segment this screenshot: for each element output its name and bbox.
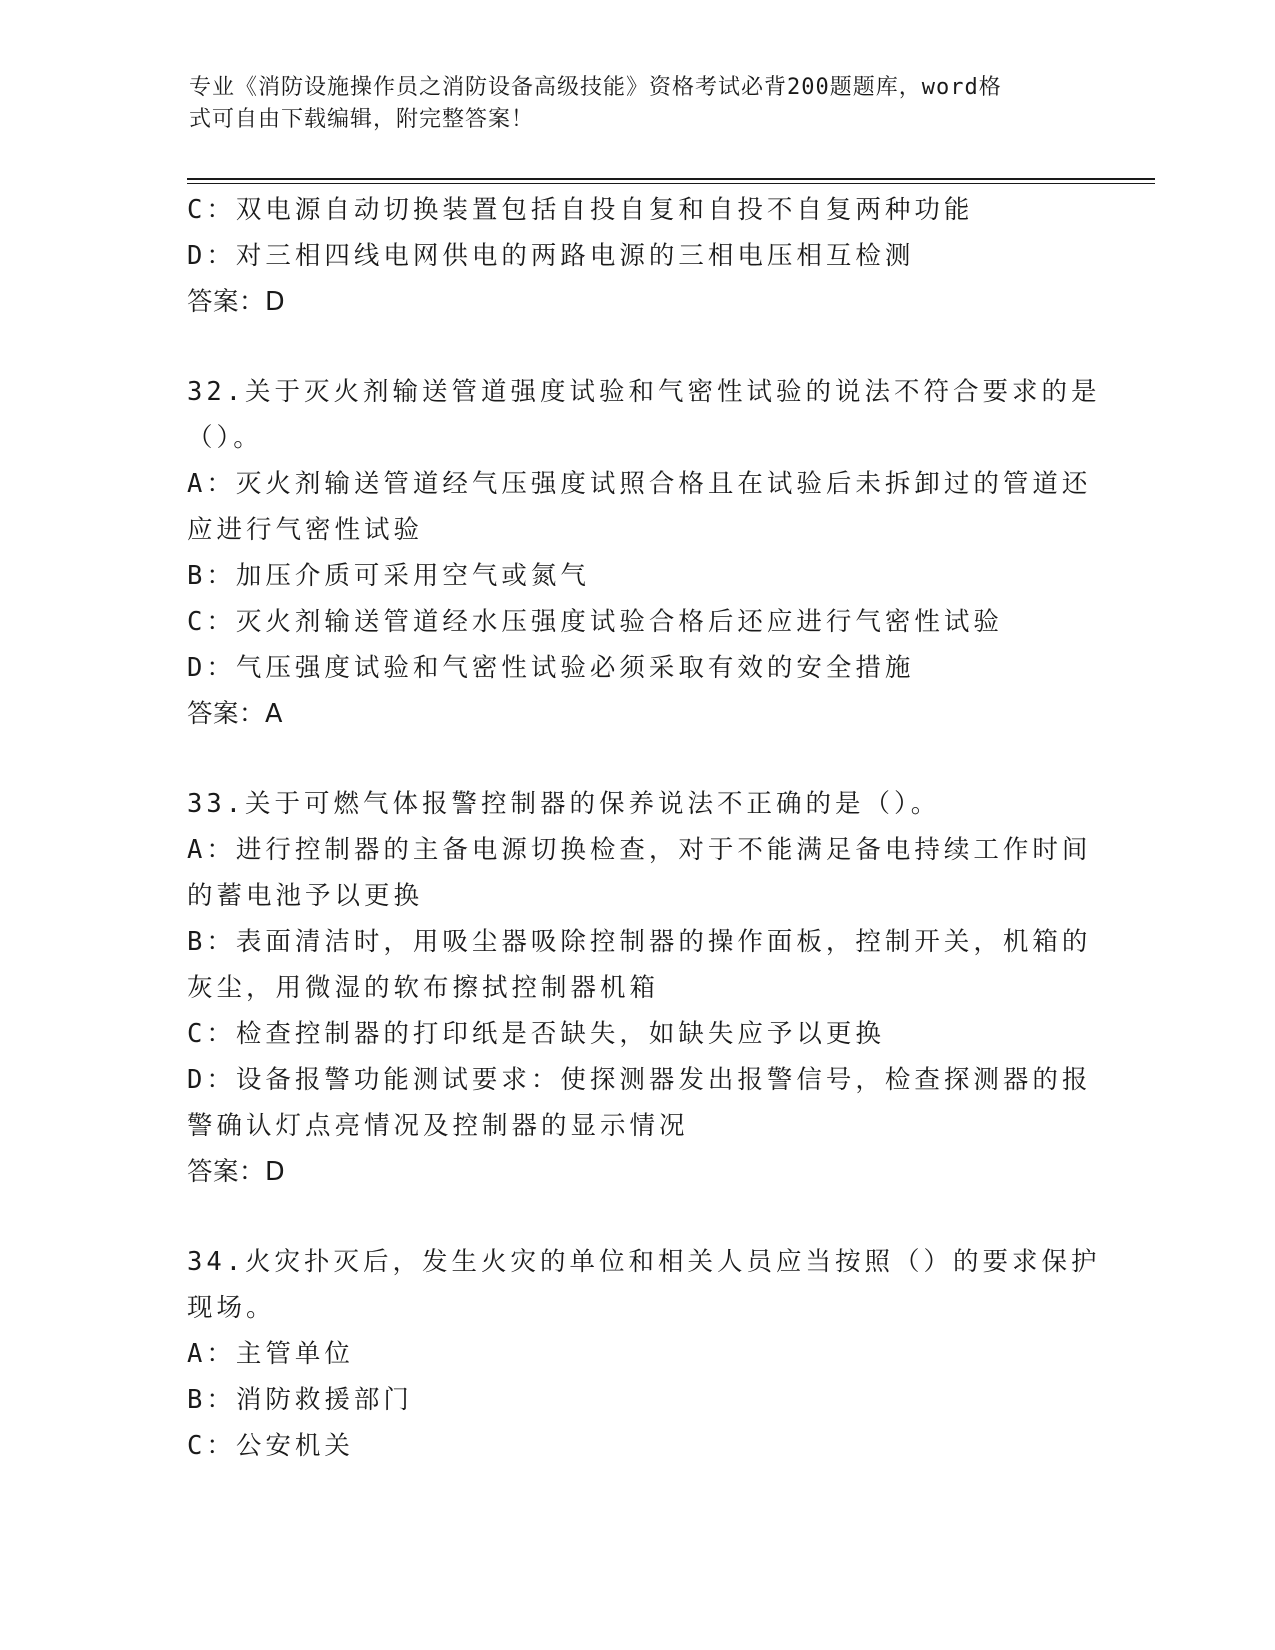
answer: 答案：D	[187, 287, 286, 317]
option-a-cont: 的蓄电池予以更换	[187, 881, 424, 911]
document-header	[189, 72, 1069, 136]
question-stem: 32.关于灭火剂输送管道强度试验和气密性试验的说法不符合要求的是	[187, 377, 1101, 407]
option-c: C：检查控制器的打印纸是否缺失，如缺失应予以更换	[187, 1019, 885, 1049]
spacer	[187, 325, 1087, 369]
header-line: 式可自由下载编辑，附完整答案！	[189, 107, 535, 132]
option-c: C：双电源自动切换装置包括自投自复和自投不自复两种功能	[187, 195, 974, 225]
question-34	[187, 1239, 1101, 1469]
option-d-cont: 警确认灯点亮情况及控制器的显示情况	[187, 1111, 689, 1141]
option-a: A：进行控制器的主备电源切换检查，对于不能满足备电持续工作时间	[187, 835, 1092, 865]
spacer	[187, 737, 1087, 781]
option-b: B：表面清洁时，用吸尘器吸除控制器的操作面板，控制开关，机箱的	[187, 927, 1092, 957]
answer: 答案：A	[187, 699, 283, 729]
option-d: D：气压强度试验和气密性试验必须采取有效的安全措施	[187, 653, 915, 683]
option-d: D：设备报警功能测试要求：使探测器发出报警信号，检查探测器的报	[187, 1065, 1092, 1095]
question-31-tail	[187, 187, 1087, 325]
question-stem: 33.关于可燃气体报警控制器的保养说法不正确的是（）。	[187, 789, 941, 819]
question-33	[187, 781, 1092, 1195]
option-b: B：加压介质可采用空气或氮气	[187, 561, 590, 591]
question-stem: 34.火灾扑灭后，发生火灾的单位和相关人员应当按照（）的要求保护	[187, 1247, 1101, 1277]
option-a: A：灭火剂输送管道经气压强度试照合格且在试验后未拆卸过的管道还	[187, 469, 1092, 499]
option-b-cont: 灰尘，用微湿的软布擦拭控制器机箱	[187, 973, 660, 1003]
option-d: D：对三相四线电网供电的两路电源的三相电压相互检测	[187, 241, 915, 271]
header-rule-thick	[187, 178, 1155, 180]
header-line: 专业《消防设施操作员之消防设备高级技能》资格考试必背200题题库，word格	[189, 75, 1002, 100]
question-32	[187, 369, 1101, 737]
header-rule-thin	[187, 183, 1155, 184]
option-b: B：消防救援部门	[187, 1385, 413, 1415]
option-a: A：主管单位	[187, 1339, 354, 1369]
option-c: C：公安机关	[187, 1431, 354, 1461]
answer: 答案：D	[187, 1157, 286, 1187]
question-stem: 现场。	[187, 1293, 276, 1323]
question-stem: （）。	[187, 423, 263, 453]
option-a-cont: 应进行气密性试验	[187, 515, 424, 545]
option-c: C：灭火剂输送管道经水压强度试验合格后还应进行气密性试验	[187, 607, 1003, 637]
spacer	[187, 1195, 1087, 1239]
question-list	[187, 187, 1101, 1469]
